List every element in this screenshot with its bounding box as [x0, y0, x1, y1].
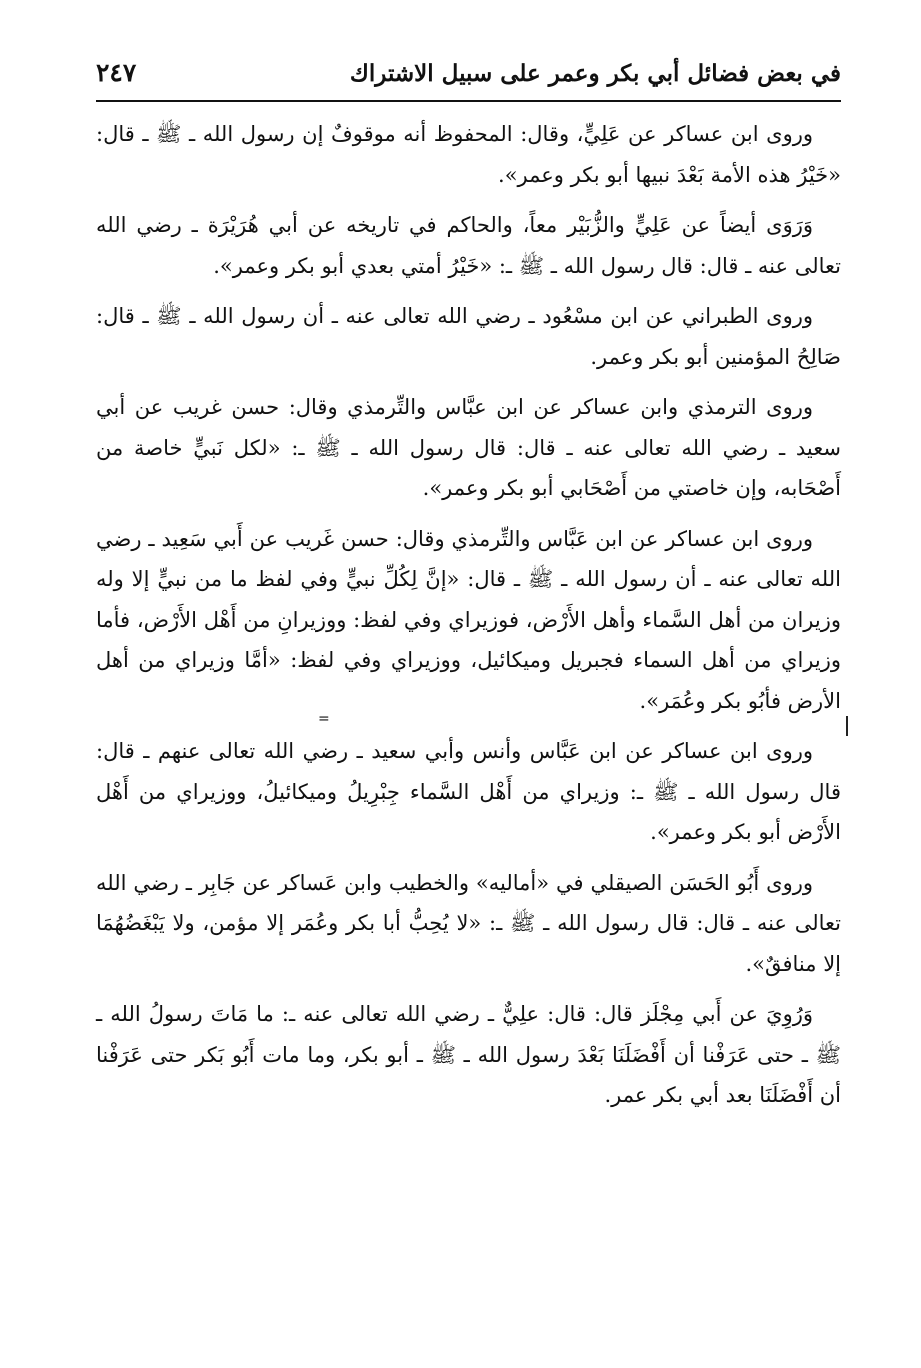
paragraph-1: وروى ابن عساكر عن عَلِيٍّ، وقال: المحفوظ أنه موقوفٌ إن رسول الله ـ ﷺ ـ قال: «خَيْرُ هذه الأمة بَعْدَ نبيها أبو بكر وعمر».: [96, 122, 841, 187]
paragraph-6: وروى ابن عساكر عن ابن عَبَّاس وأنس وأبي سعيد ـ رضي الله تعالى عنهم ـ قال: قال رسول الله ـ ﷺ ـ: وزيراي من أَهْل السَّماء جِبْرِيلُ وميكائيلُ، ووزيراي من أَهْل الأَرْض أبو بكر وعمر».: [96, 739, 841, 844]
main-text: [96, 114, 841, 1116]
paragraph-2: وَرَوَى أيضاً عن عَلِيٍّ والزُّبَيْر معاً، والحاكم في تاريخه عن أبي هُرَيْرَة ـ رضي الله تعالى عنه ـ قال: قال رسول الله ـ ﷺ ـ: «خَيْرُ أمتي بعدي أبو بكر وعمر».: [96, 213, 841, 278]
paragraph-3: وروى الطبراني عن ابن مسْعُود ـ رضي الله تعالى عنه ـ أن رسول الله ـ ﷺ ـ قال: صَالِحُ المؤمنين أبو بكر وعمر.: [96, 304, 841, 369]
paragraph-4: وروى الترمذي وابن عساكر عن ابن عبَّاس والتِّرمذي وقال: حسن غريب عن أبي سعيد ـ رضي الله تعالى عنه ـ قال: قال رسول الله ـ ﷺ ـ: «لكل نَبيٍّ خاصة من أَصْحَابه، وإن خاصتي من أَصْحَابي أبو بكر وعمر».: [96, 395, 841, 500]
running-header: [96, 56, 841, 102]
page-number: ٢٤٧: [96, 58, 137, 87]
chapter-title: في بعض فضائل أبي بكر وعمر على سبيل الاشتراك: [349, 60, 841, 87]
paragraph-5: وروى ابن عساكر عن ابن عَبَّاس والتِّرمذي وقال: حسن غَريب عن أَبي سَعِيد ـ رضي الله تعالى عنه ـ أن رسول الله ـ ﷺ ـ قال: «إنَّ لِكُلِّ نبيٍّ وفي لفظ ما من نبيٍّ إلا وله وزيران من أهل السَّماء وأهل الأَرْض، فوزيراي وفي لفظ: ووزيرانِ من أَهْل الأَرْض، فأما وزيراي من أهل السماء فجبريل وميكائيل، ووزيراي وفي لفظ: «أمَّا وزيراي من أهل الأرض فأبُو بكر وعُمَر».: [96, 526, 841, 713]
paragraph-8: وَرُوِيَ عن أَبي مِجْلَز قال: قال: علِيٌّ ـ رضي الله تعالى عنه ـ: ما مَاتَ رسولُ الله ـ ﷺ ـ حتى عَرَفْنا أن أَفْضَلَنَا بَعْدَ رسول الله ـ ﷺ ـ أبو بكر، وما مات أَبُو بَكر حتى عَرَفْنا أن أَفْضَلَنَا بعد أبي بكر عمر.: [96, 1002, 841, 1107]
paragraph-7: وروى أَبُو الحَسَن الصيقلي في «أماليه» والخطيب وابن عَساكر عن جَابِر ـ رضي الله تعالى عنه ـ قال: قال رسول الله ـ ﷺ ـ: «لا يُحِبُّ أبا بكر وعُمَر إلا مؤمن، ولا يَبْغَضُهُمَا إلا منافقٌ».: [96, 870, 841, 976]
margin-line-mark: [846, 716, 848, 736]
stray-print-mark: =: [318, 711, 330, 727]
